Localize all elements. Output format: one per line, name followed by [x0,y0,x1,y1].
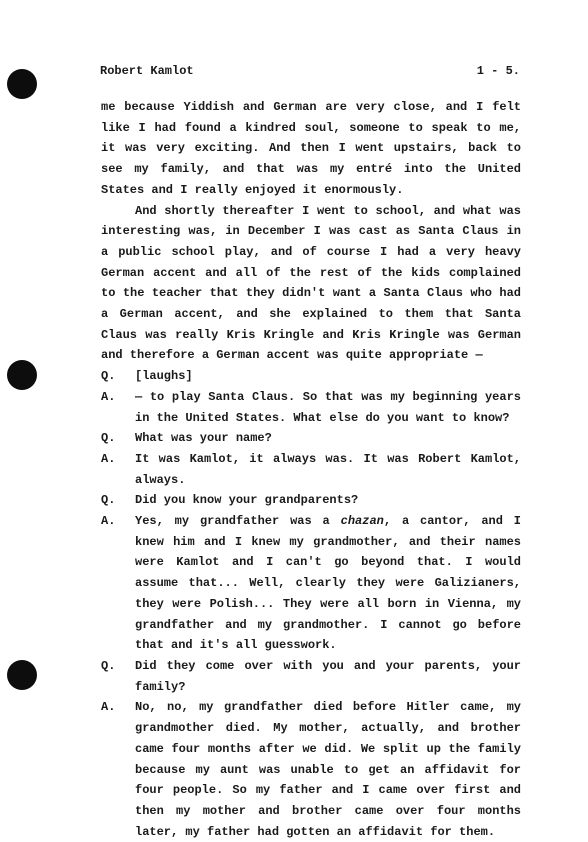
qa-entry [101,697,521,842]
binder-hole-bottom [7,660,37,690]
qa-entry [101,511,521,656]
speaker-label: Q. [101,431,116,446]
page-header [100,64,520,78]
qa-text: Did you know your grandparents? [135,493,359,508]
qa-text: Did they come over with you and your parents, your family? [135,658,521,694]
qa-entry [101,366,521,387]
italic-term: chazan [340,514,384,529]
paragraph: And shortly thereafter I went to school, and what was interesting was, in December I was cast as Santa Claus in a public school play, and of course I had a very heavy German accent and all of the rest of the kids complained to the teacher that they didn't want a Santa Claus who had a German accent, and she explained to them that Santa Claus was really Kris Kringle and Kris Kringle was German and therefore a German accent was quite appropriate — [101,203,521,363]
qa-entry [101,387,521,428]
binder-hole-middle [7,360,37,390]
speaker-label: Q. [101,369,116,384]
qa-text: [laughs] [135,369,193,384]
page-number: 1 - 5. [476,64,520,78]
speaker-label: A. [101,389,116,404]
qa-entry [101,428,521,449]
interviewee-name: Robert Kamlot [100,64,194,78]
speaker-label: Q. [101,493,116,508]
qa-entry [101,490,521,511]
qa-text: No, no, my grandfather died before Hitler came, my grandmother died. My mother, actually, and brother came four months after we did. We split up the family because my aunt was unable to get an affidavit for four people. So my father and I came over first and then my mother and brother came over four months later, my father had gotten an affidavit for them. [135,700,521,839]
qa-text [135,511,521,656]
speaker-label: Q. [101,658,116,673]
qa-text-part: , a cantor, and I knew him and I knew my grandmother, and their names were Kamlot and I can't go beyond that. I would assume that... Well, clearly they were Galizianers, they were Polish... They were all born in Vienna, my grandfather and my grandmother. I cannot go before that and it's all guesswork. [135,514,522,653]
qa-entry [101,656,521,697]
qa-text: — to play Santa Claus. So that was my beginning years in the United States. What else do you want to know? [135,389,521,425]
qa-text: It was Kamlot, it always was. It was Robert Kamlot, always. [135,451,521,487]
qa-text-part: Yes, my grandfather was a [135,514,341,529]
binder-hole-top [7,69,37,99]
paragraph: me because Yiddish and German are very close, and I felt like I had found a kindred soul, someone to speak to me, it was very exciting. And then I went upstairs, back to see my family, and that was my entré into the United States and I really enjoyed it enormously. [101,100,521,197]
speaker-label: A. [101,700,116,715]
speaker-label: A. [101,451,116,466]
qa-entry [101,449,521,490]
speaker-label: A. [101,514,116,529]
qa-text: What was your name? [135,431,272,446]
transcript-body [101,97,521,842]
